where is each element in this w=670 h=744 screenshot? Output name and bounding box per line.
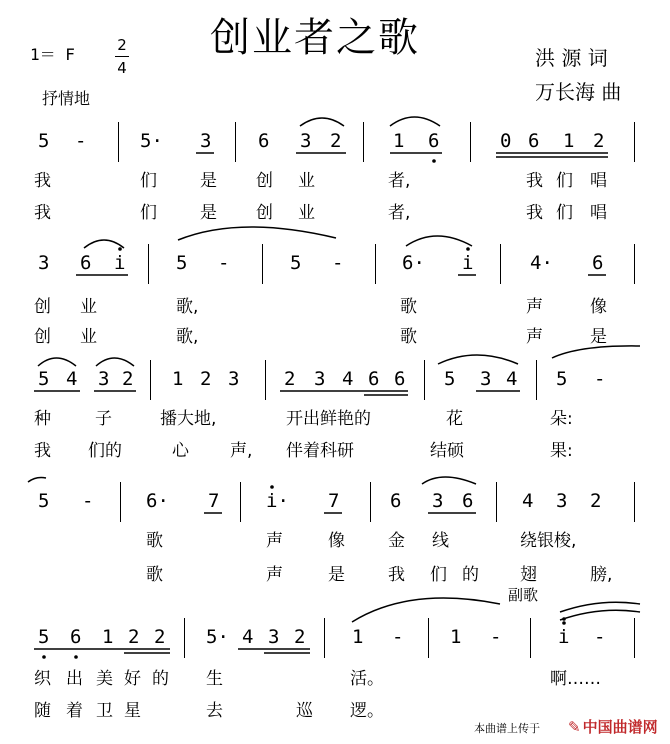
lyric: 我: [526, 171, 543, 191]
lyric: 开出鲜艳的: [286, 409, 371, 429]
note: 5: [556, 368, 568, 390]
lyric: 创: [256, 203, 273, 223]
note: 6·: [146, 490, 169, 512]
key-signature: 1＝ F: [30, 45, 75, 64]
slur: [560, 610, 640, 620]
lyric: 我: [526, 203, 543, 223]
slur: [406, 236, 472, 246]
octave-dot: [74, 655, 78, 659]
note: 4·: [530, 252, 553, 274]
octave-dot: [118, 247, 122, 251]
note: 5: [38, 626, 50, 648]
lyric: 唱: [590, 203, 607, 223]
lyric: 者,: [388, 203, 411, 223]
lyric: 们: [430, 565, 447, 585]
lyric: 们: [140, 171, 157, 191]
slur: [84, 240, 124, 248]
lyric: 我: [34, 441, 51, 461]
note: 6: [462, 490, 474, 512]
note: 1: [563, 130, 575, 152]
note: 5: [290, 252, 302, 274]
slur: [28, 478, 46, 483]
note: 0: [500, 130, 512, 152]
lyric: 者,: [388, 171, 411, 191]
lyric: 的: [152, 669, 169, 689]
slur: [178, 227, 336, 240]
lyric: 活。: [350, 669, 384, 689]
slur: [352, 598, 500, 622]
lyric: 声: [266, 565, 283, 585]
lyric: 们的: [88, 441, 122, 461]
note: 2: [590, 490, 602, 512]
lyric: 心: [172, 441, 189, 461]
slur: [552, 346, 640, 358]
lyric: 歌,: [176, 297, 199, 317]
octave-dot: [42, 655, 46, 659]
lyric: 出: [66, 669, 83, 689]
lyric: 绕银梭,: [520, 531, 577, 551]
note: 6: [428, 130, 440, 152]
note: 2: [294, 626, 306, 648]
site-logo-label: 中国曲谱网: [582, 718, 658, 736]
lyric: 线: [432, 531, 449, 551]
note: 2: [200, 368, 212, 390]
note: 6: [70, 626, 82, 648]
lyric: 是: [328, 565, 345, 585]
note: 5·: [140, 130, 163, 152]
note: 1: [102, 626, 114, 648]
lyric: 翅: [520, 565, 537, 585]
lyric: 逻。: [350, 701, 384, 721]
note: 5: [38, 368, 50, 390]
note: 4: [242, 626, 254, 648]
note: 2: [284, 368, 296, 390]
note: 2: [154, 626, 166, 648]
octave-dot: [466, 247, 470, 251]
lyric: 们: [556, 203, 573, 223]
note: -: [594, 626, 606, 648]
note: 6: [258, 130, 270, 152]
lyric: 播大地,: [160, 409, 217, 429]
lyric: 生: [206, 669, 223, 689]
lyric: 歌: [146, 565, 163, 585]
note: 3: [480, 368, 492, 390]
note: 2: [122, 368, 134, 390]
octave-dot: [432, 159, 436, 163]
note: 6: [368, 368, 380, 390]
lyric: 业: [80, 297, 97, 317]
lyric: 种: [34, 409, 51, 429]
note: 1: [352, 626, 364, 648]
note: 2: [128, 626, 140, 648]
note: 5·: [206, 626, 229, 648]
note: i: [114, 252, 126, 274]
note: 6·: [402, 252, 425, 274]
lyric: 美: [96, 669, 113, 689]
lyric: 金: [388, 531, 405, 551]
lyric: 声: [526, 327, 543, 347]
slur: [96, 358, 134, 366]
note: 5: [176, 252, 188, 274]
note: 6: [592, 252, 604, 274]
lyric: 我: [34, 203, 51, 223]
lyric: 像: [328, 531, 345, 551]
note: 5: [38, 490, 50, 512]
octave-dot: [270, 485, 274, 489]
note: 3: [98, 368, 110, 390]
slur: [390, 117, 440, 126]
lyric: 好: [124, 669, 141, 689]
note: i: [558, 626, 570, 648]
time-signature-top: 2: [117, 36, 127, 54]
lyric: 歌: [146, 531, 163, 551]
slur: [300, 118, 344, 126]
lyric: 声: [526, 297, 543, 317]
note: 3: [432, 490, 444, 512]
note: 6: [394, 368, 406, 390]
note: 7: [328, 490, 340, 512]
slur: [438, 355, 518, 364]
lyric: 们: [556, 171, 573, 191]
note: 6: [390, 490, 402, 512]
note: i: [462, 252, 474, 274]
octave-dot: [562, 617, 566, 621]
note: 3: [200, 130, 212, 152]
octave-dot: [562, 621, 566, 625]
note: -: [490, 626, 502, 648]
lyric: 声,: [230, 441, 253, 461]
note: 1: [393, 130, 405, 152]
lyric: 业: [298, 171, 315, 191]
lyric: 织: [34, 669, 51, 689]
lyric: 业: [80, 327, 97, 347]
note: -: [75, 130, 87, 152]
note: -: [82, 490, 94, 512]
lyric: 子: [95, 409, 112, 429]
note: -: [332, 252, 344, 274]
note: 4: [522, 490, 534, 512]
lyric: 唱: [590, 171, 607, 191]
note: 3: [38, 252, 50, 274]
lyric: 是: [590, 327, 607, 347]
slur: [422, 477, 476, 484]
note: 6: [80, 252, 92, 274]
note: 2: [593, 130, 605, 152]
lyric: 我: [388, 565, 405, 585]
lyric: 去: [206, 701, 223, 721]
upload-notice: 本曲谱上传于: [474, 722, 540, 735]
note: 7: [208, 490, 220, 512]
time-signature-bottom: 4: [117, 59, 127, 77]
note: 3: [228, 368, 240, 390]
lyric: 我: [34, 171, 51, 191]
lyric: 创: [256, 171, 273, 191]
note: -: [218, 252, 230, 274]
lyric: 卫: [96, 701, 113, 721]
lyric: 是: [200, 171, 217, 191]
lyric: 声: [266, 531, 283, 551]
lyric: 歌,: [176, 327, 199, 347]
note: 5: [444, 368, 456, 390]
note: 1: [172, 368, 184, 390]
note: 6: [528, 130, 540, 152]
lyricist-credit: 洪 源 词: [535, 46, 608, 70]
composer-credit: 万长海 曲: [535, 80, 622, 104]
tempo-marking: 抒情地: [42, 89, 91, 108]
logo-icon: ✎: [568, 718, 581, 736]
note: 3: [268, 626, 280, 648]
note: 3: [314, 368, 326, 390]
note: -: [594, 368, 606, 390]
lyric: 着: [66, 701, 83, 721]
note: 4: [66, 368, 78, 390]
refrain-marker: 副歌: [508, 586, 539, 604]
lyric: 的: [462, 565, 479, 585]
note: 3: [300, 130, 312, 152]
lyric: 业: [298, 203, 315, 223]
note: 1: [450, 626, 462, 648]
note: 3: [556, 490, 568, 512]
note: i·: [266, 490, 289, 512]
lyric: 创: [34, 297, 51, 317]
lyric: 创: [34, 327, 51, 347]
lyric: 星: [124, 701, 141, 721]
lyric: 是: [200, 203, 217, 223]
lyric: 巡: [296, 701, 313, 721]
lyric: 膀,: [590, 565, 613, 585]
lyric: 果:: [550, 441, 573, 461]
song-title: 创业者之歌: [210, 15, 420, 61]
lyric: 们: [140, 203, 157, 223]
lyric: 花: [446, 409, 463, 429]
lyric: 像: [590, 297, 607, 317]
lyric: 啊……: [550, 669, 601, 689]
lyric: 结硕: [430, 441, 464, 461]
note: 2: [330, 130, 342, 152]
lyric: 歌: [400, 297, 417, 317]
note: -: [392, 626, 404, 648]
lyric: 朵:: [550, 409, 573, 429]
lyric: 随: [34, 701, 51, 721]
note: 5: [38, 130, 50, 152]
slur: [38, 358, 76, 366]
lyric: 伴着科研: [286, 441, 354, 461]
lyric: 歌: [400, 327, 417, 347]
note: 4: [506, 368, 518, 390]
note: 4: [342, 368, 354, 390]
